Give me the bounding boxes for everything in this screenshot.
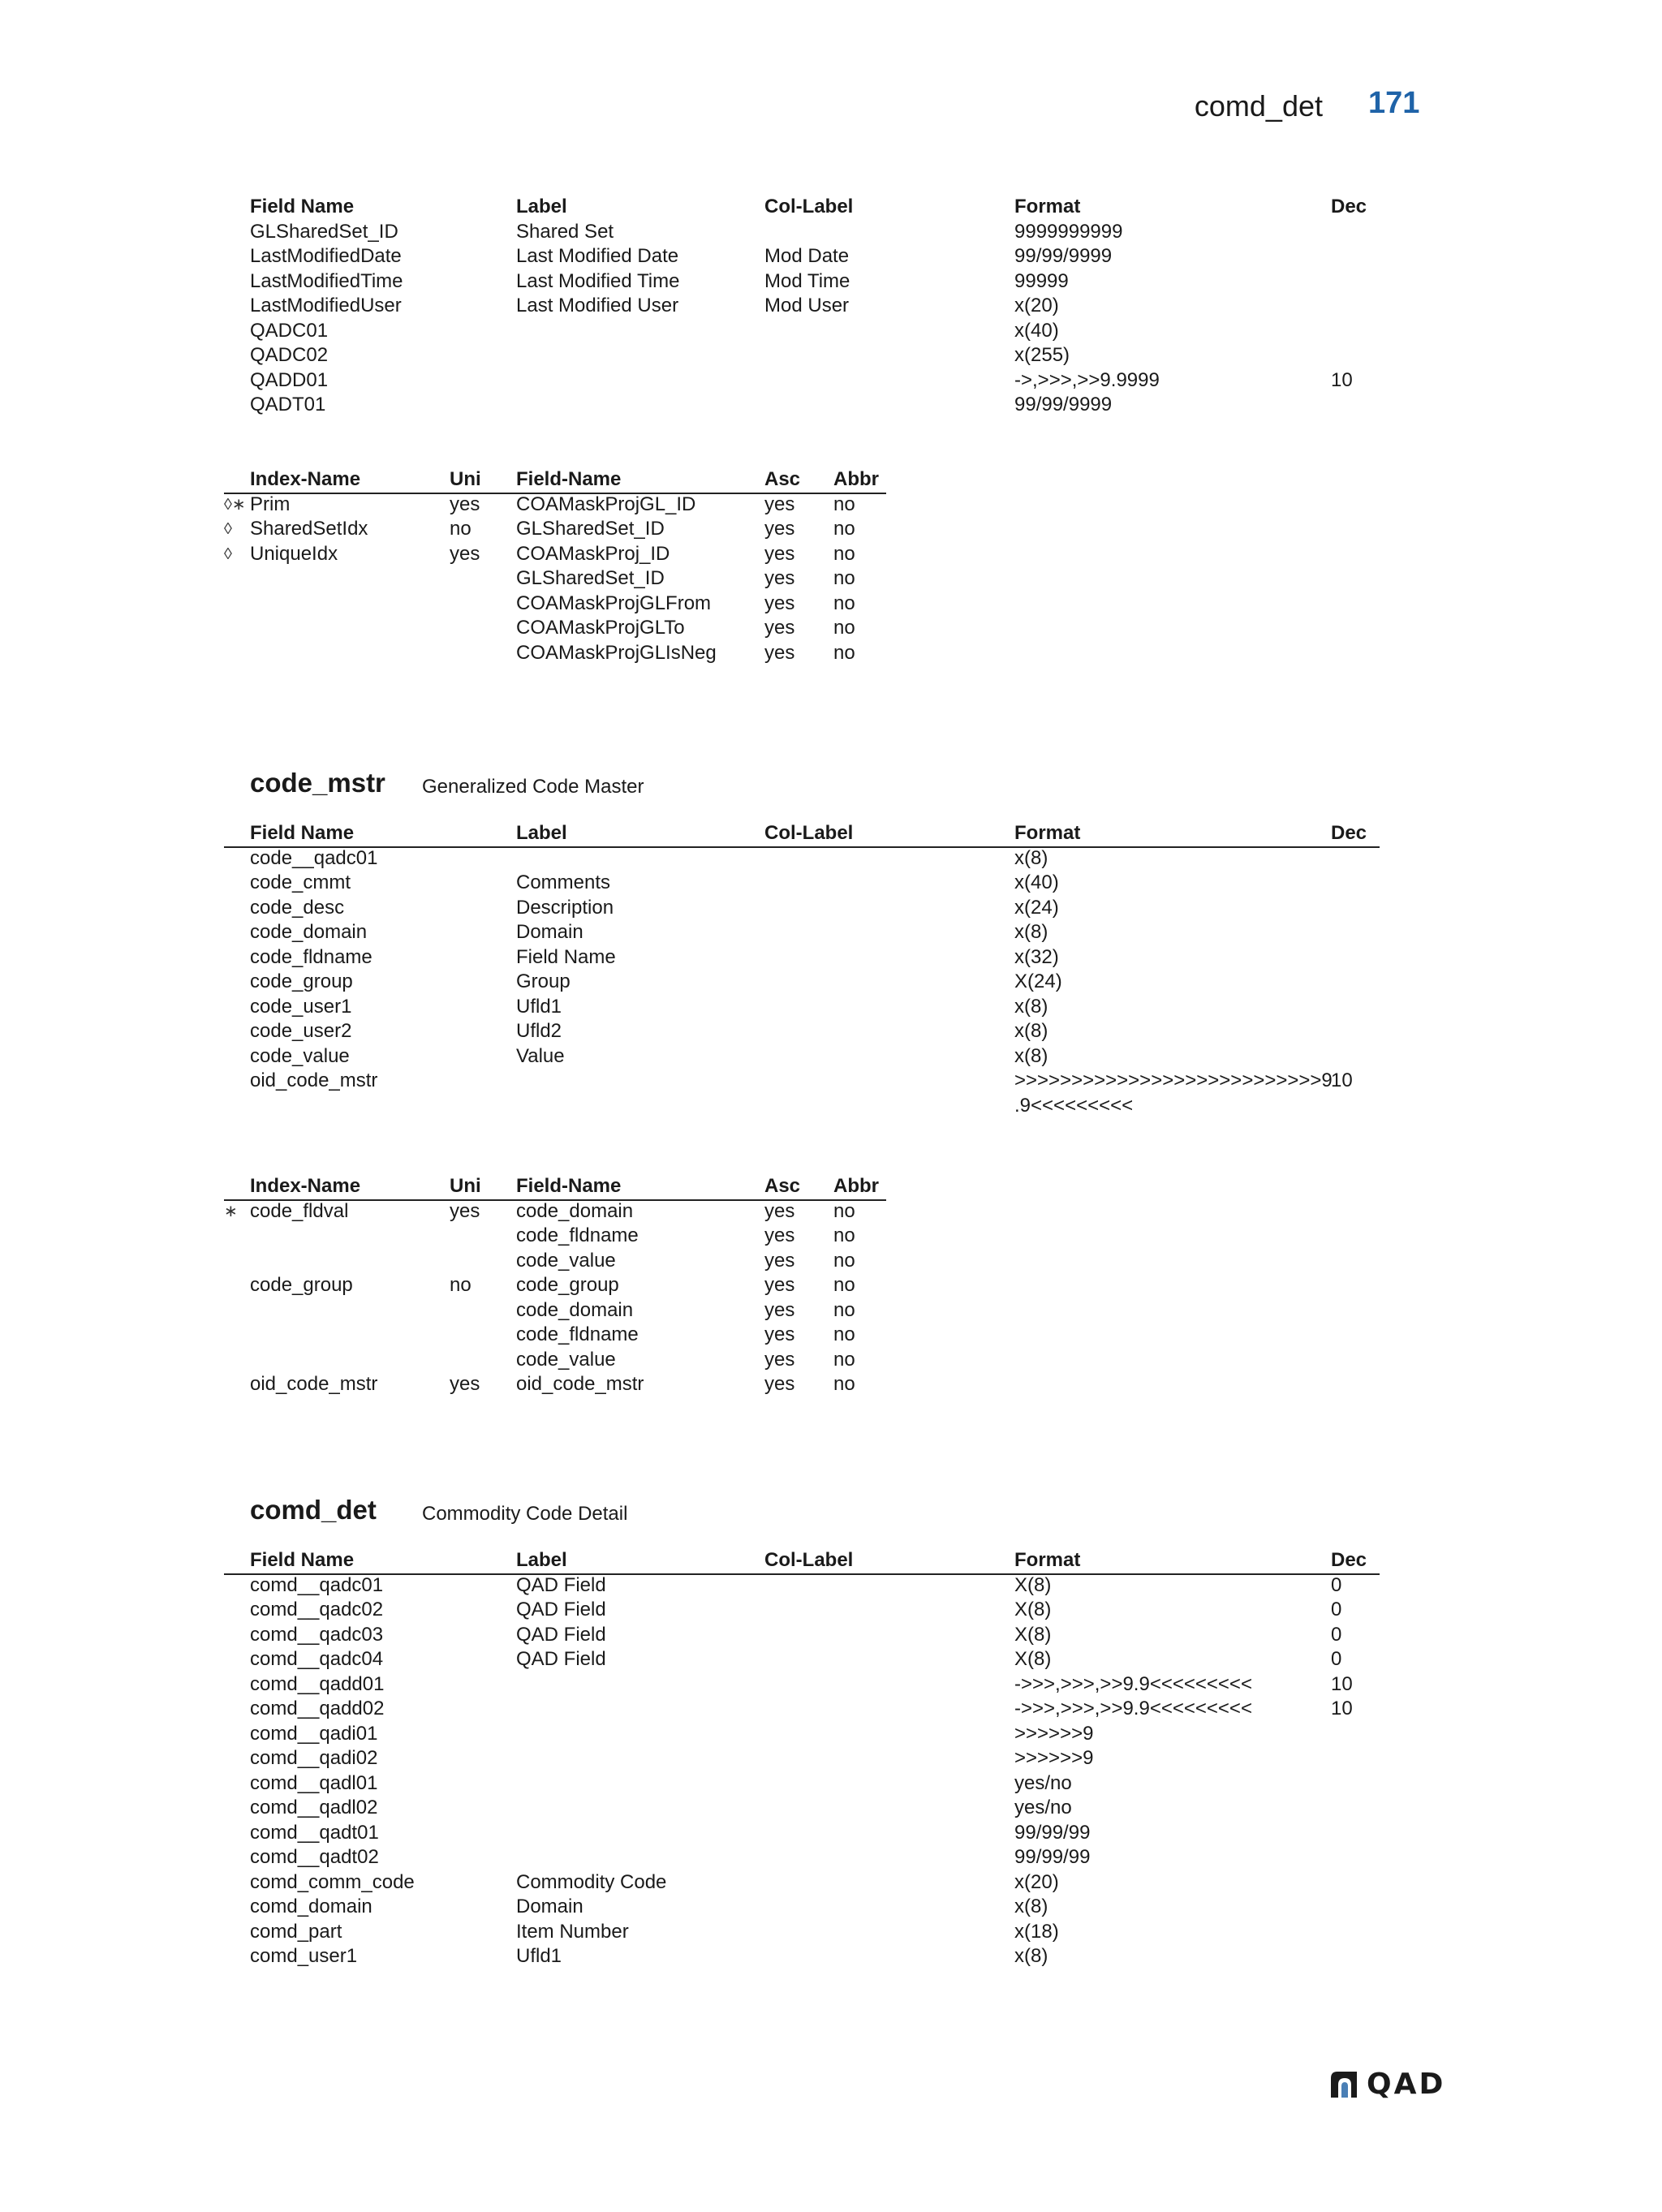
header-rule (224, 1573, 1380, 1575)
index-field-cell: COAMaskProj_ID (516, 542, 670, 565)
index-asc-cell: yes (764, 592, 795, 614)
index-name-cell: code_group (250, 1274, 353, 1296)
field-dec-cell: 0 (1331, 1599, 1342, 1620)
index-uni-cell: no (450, 1274, 471, 1296)
field-label-cell: Last Modified Date (516, 245, 679, 267)
field-format-cell: X(24) (1014, 970, 1062, 992)
field-format-cell: X(8) (1014, 1623, 1052, 1646)
field-name-cell: comd__qadt02 (250, 1846, 379, 1868)
field-name-cell: code__qadc01 (250, 846, 378, 869)
index-abbr-cell: no (833, 542, 855, 565)
field-name-cell: code_domain (250, 921, 368, 943)
header-label: Label (516, 196, 567, 217)
index-asc-cell: yes (764, 1373, 795, 1395)
field-format-cell: 99/99/9999 (1014, 394, 1113, 415)
header-rule (224, 846, 1380, 848)
field-col-label-cell: Mod Time (764, 269, 850, 292)
field-name-cell: code_cmmt (250, 871, 351, 893)
field-format-cell: x(24) (1014, 896, 1059, 919)
field-name-cell: GLSharedSet_ID (250, 220, 398, 243)
field-name-cell: code_desc (250, 896, 345, 919)
field-format-cell: x(8) (1014, 1945, 1048, 1967)
index-marker: ◊ (224, 544, 232, 563)
index-uni-cell: no (450, 518, 471, 540)
index-field-cell: COAMaskProjGL_ID (516, 493, 696, 515)
field-format-cell: x(8) (1014, 1896, 1048, 1917)
index-abbr-cell: no (833, 567, 855, 589)
header-index-name: Index-Name (250, 468, 361, 490)
index-abbr-cell: no (833, 1224, 855, 1246)
code-mstr-title: code_mstr (250, 768, 385, 798)
index-asc-cell: yes (764, 1298, 795, 1321)
index-field-cell: code_domain (516, 1298, 634, 1321)
index-abbr-cell: no (833, 641, 855, 664)
index-name-cell: SharedSetIdx (250, 518, 368, 540)
header-dec: Dec (1331, 196, 1367, 217)
field-format-cell: X(8) (1014, 1648, 1052, 1670)
index-uni-cell: yes (450, 493, 480, 515)
field-format-cell: x(255) (1014, 344, 1070, 366)
field-name-cell: comd__qadc03 (250, 1623, 384, 1646)
index-name-cell: oid_code_mstr (250, 1373, 378, 1395)
field-name-cell: comd__qadl02 (250, 1797, 378, 1818)
field-label-cell: Domain (516, 1896, 583, 1917)
index-field-cell: code_fldname (516, 1323, 639, 1345)
index-abbr-cell: no (833, 1348, 855, 1371)
field-name-cell: oid_code_mstr (250, 1069, 378, 1091)
field-dec-cell: 10 (1331, 368, 1353, 391)
index-abbr-cell: no (833, 1323, 855, 1345)
field-label-cell: QAD Field (516, 1599, 606, 1620)
index-field-cell: COAMaskProjGLTo (516, 617, 685, 639)
field-format-cell: 99/99/99 (1014, 1846, 1091, 1868)
field-format-cell: X(8) (1014, 1573, 1052, 1596)
index-abbr-cell: no (833, 592, 855, 614)
field-name-cell: code_fldname (250, 945, 372, 968)
field-label-cell: QAD Field (516, 1648, 606, 1670)
header-field-name: Field Name (250, 196, 355, 217)
field-format-cell: x(20) (1014, 1870, 1059, 1893)
field-label-cell: Field Name (516, 945, 616, 968)
field-name-cell: comd_comm_code (250, 1870, 415, 1893)
field-name-cell: comd__qadd02 (250, 1698, 385, 1719)
field-dec-cell: 10 (1331, 1698, 1353, 1719)
field-col-label-cell: Mod Date (764, 245, 850, 267)
field-format-cell: x(18) (1014, 1920, 1059, 1943)
field-name-cell: LastModifiedTime (250, 269, 403, 292)
field-label-cell: Shared Set (516, 220, 614, 243)
field-name-cell: comd__qadi01 (250, 1722, 378, 1745)
field-label-cell: Description (516, 896, 614, 919)
field-format-cell: yes/no (1014, 1771, 1072, 1794)
index-abbr-cell: no (833, 1373, 855, 1395)
index-field-cell: code_fldname (516, 1224, 639, 1246)
header-col-label: Col-Label (764, 1549, 854, 1571)
index-asc-cell: yes (764, 1224, 795, 1246)
field-name-cell: code_user1 (250, 995, 352, 1018)
field-name-cell: QADC01 (250, 319, 329, 342)
field-format-cell: 9999999999 (1014, 220, 1123, 243)
header-asc: Asc (764, 1175, 801, 1197)
index-marker: ◊ (224, 520, 232, 538)
field-label-cell: Last Modified Time (516, 269, 680, 292)
logo-text: QAD (1367, 2068, 1446, 2101)
header-abbr: Abbr (833, 468, 879, 490)
index-marker: ∗ (224, 1202, 238, 1220)
field-name-cell: comd__qadt01 (250, 1821, 379, 1844)
header-format: Format (1014, 822, 1081, 844)
field-format-cell: 99/99/9999 (1014, 245, 1113, 267)
field-dec-cell: 0 (1331, 1623, 1342, 1646)
field-label-cell: Item Number (516, 1920, 629, 1943)
field-name-cell: comd_user1 (250, 1945, 358, 1967)
field-label-cell: Ufld2 (516, 1020, 562, 1042)
field-label-cell: Value (516, 1044, 565, 1067)
header-field-name: Field-Name (516, 1175, 622, 1197)
index-abbr-cell: no (833, 617, 855, 639)
field-format-cell: ->>>,>>>,>>9.9<<<<<<<<< (1014, 1672, 1252, 1695)
field-format-cell: X(8) (1014, 1599, 1052, 1620)
field-format-cell: x(40) (1014, 871, 1059, 893)
header-dec: Dec (1331, 1549, 1367, 1571)
index-abbr-cell: no (833, 1249, 855, 1272)
field-name-cell: QADC02 (250, 344, 329, 366)
index-field-cell: GLSharedSet_ID (516, 518, 665, 540)
field-name-cell: code_value (250, 1044, 350, 1067)
index-abbr-cell: no (833, 1274, 855, 1296)
field-label-cell: Ufld1 (516, 1945, 562, 1967)
field-format-cell: ->,>>>,>>9.9999 (1014, 368, 1160, 391)
field-name-cell: comd__qadc04 (250, 1648, 384, 1670)
field-name-cell: code_user2 (250, 1020, 352, 1042)
header-dec: Dec (1331, 822, 1367, 844)
index-asc-cell: yes (764, 542, 795, 565)
field-format-cell: ->>>,>>>,>>9.9<<<<<<<<< (1014, 1698, 1252, 1719)
field-name-cell: code_group (250, 970, 353, 992)
field-name-cell: comd_domain (250, 1896, 372, 1917)
field-col-label-cell: Mod User (764, 295, 850, 316)
field-format-cell: x(8) (1014, 995, 1048, 1018)
header-index-name: Index-Name (250, 1175, 361, 1197)
header-col-label: Col-Label (764, 822, 854, 844)
header-format: Format (1014, 1549, 1081, 1571)
field-format-cell: x(40) (1014, 319, 1059, 342)
field-name-cell: comd__qadc02 (250, 1599, 384, 1620)
field-format-cell: 99999 (1014, 269, 1069, 292)
field-name-cell: comd__qadi02 (250, 1747, 378, 1769)
index-asc-cell: yes (764, 1274, 795, 1296)
header-label: Label (516, 822, 567, 844)
index-field-cell: code_domain (516, 1199, 634, 1222)
field-dec-cell: 0 (1331, 1648, 1342, 1670)
index-field-cell: code_group (516, 1274, 619, 1296)
field-format-cell: >>>>>>9 (1014, 1747, 1094, 1769)
qad-logo-mark-icon (1328, 2070, 1360, 2099)
index-uni-cell: yes (450, 542, 480, 565)
index-field-cell: COAMaskProjGLFrom (516, 592, 712, 614)
field-format-cell: x(8) (1014, 921, 1048, 943)
index-asc-cell: yes (764, 617, 795, 639)
index-field-cell: code_value (516, 1249, 616, 1272)
header-uni: Uni (450, 1175, 481, 1197)
index-asc-cell: yes (764, 567, 795, 589)
field-format-cell: >>>>>>9 (1014, 1722, 1094, 1745)
index-asc-cell: yes (764, 518, 795, 540)
index-asc-cell: yes (764, 1249, 795, 1272)
field-format-cell: yes/no (1014, 1797, 1072, 1818)
header-label: Label (516, 1549, 567, 1571)
page-number: 171 (1368, 86, 1420, 120)
header-abbr: Abbr (833, 1175, 879, 1197)
header-field-name: Field Name (250, 1549, 355, 1571)
index-uni-cell: yes (450, 1199, 480, 1222)
index-field-cell: code_value (516, 1348, 616, 1371)
index-marker: ◊∗ (224, 495, 246, 514)
index-field-cell: oid_code_mstr (516, 1373, 644, 1395)
header-col-label: Col-Label (764, 196, 854, 217)
index-name-cell: code_fldval (250, 1199, 349, 1222)
index-field-cell: COAMaskProjGLIsNeg (516, 641, 717, 664)
field-name-cell: QADT01 (250, 394, 326, 415)
header-uni: Uni (450, 468, 481, 490)
qad-logo (1328, 2068, 1445, 2101)
header-asc: Asc (764, 468, 801, 490)
field-dec-cell: 10 (1331, 1069, 1353, 1091)
index-name-cell: UniqueIdx (250, 542, 338, 565)
index-asc-cell: yes (764, 1348, 795, 1371)
field-name-cell: comd__qadc01 (250, 1573, 384, 1596)
index-field-cell: GLSharedSet_ID (516, 567, 665, 589)
field-format-cell: x(32) (1014, 945, 1059, 968)
index-abbr-cell: no (833, 1298, 855, 1321)
index-uni-cell: yes (450, 1373, 480, 1395)
running-title: comd_det (1194, 89, 1323, 123)
index-name-cell: Prim (250, 493, 291, 515)
comd-det-title: comd_det (250, 1495, 377, 1525)
field-label-cell: Ufld1 (516, 995, 562, 1018)
field-label-cell: Comments (516, 871, 611, 893)
field-name-cell: LastModifiedDate (250, 245, 402, 267)
field-label-cell: Commodity Code (516, 1870, 667, 1893)
code-mstr-description: Generalized Code Master (422, 776, 644, 798)
index-abbr-cell: no (833, 1199, 855, 1222)
field-label-cell: QAD Field (516, 1623, 606, 1646)
header-field-name: Field Name (250, 822, 355, 844)
field-label-cell: Group (516, 970, 571, 992)
field-label-cell: QAD Field (516, 1573, 606, 1596)
index-asc-cell: yes (764, 1323, 795, 1345)
field-name-cell: LastModifiedUser (250, 295, 402, 316)
comd-det-description: Commodity Code Detail (422, 1503, 628, 1525)
field-format-cell: >>>>>>>>>>>>>>>>>>>>>>>>>>>9 (1014, 1069, 1333, 1091)
field-name-cell: QADD01 (250, 368, 329, 391)
index-asc-cell: yes (764, 493, 795, 515)
field-name-cell: comd__qadd01 (250, 1672, 385, 1695)
field-label-cell: Domain (516, 921, 583, 943)
field-format-cell: x(20) (1014, 295, 1059, 316)
field-name-cell: comd_part (250, 1920, 342, 1943)
index-asc-cell: yes (764, 1199, 795, 1222)
header-field-name: Field-Name (516, 468, 622, 490)
header-format: Format (1014, 196, 1081, 217)
index-asc-cell: yes (764, 641, 795, 664)
field-label-cell: Last Modified User (516, 295, 679, 316)
field-format-cell: 99/99/99 (1014, 1821, 1091, 1844)
field-format-cell: x(8) (1014, 1044, 1048, 1067)
index-abbr-cell: no (833, 518, 855, 540)
index-abbr-cell: no (833, 493, 855, 515)
field-format-cell: x(8) (1014, 1020, 1048, 1042)
field-dec-cell: 10 (1331, 1672, 1353, 1695)
field-name-cell: comd__qadl01 (250, 1771, 378, 1794)
field-format-cell-continued: .9<<<<<<<<< (1014, 1094, 1134, 1117)
field-format-cell: x(8) (1014, 846, 1048, 869)
field-dec-cell: 0 (1331, 1573, 1342, 1596)
